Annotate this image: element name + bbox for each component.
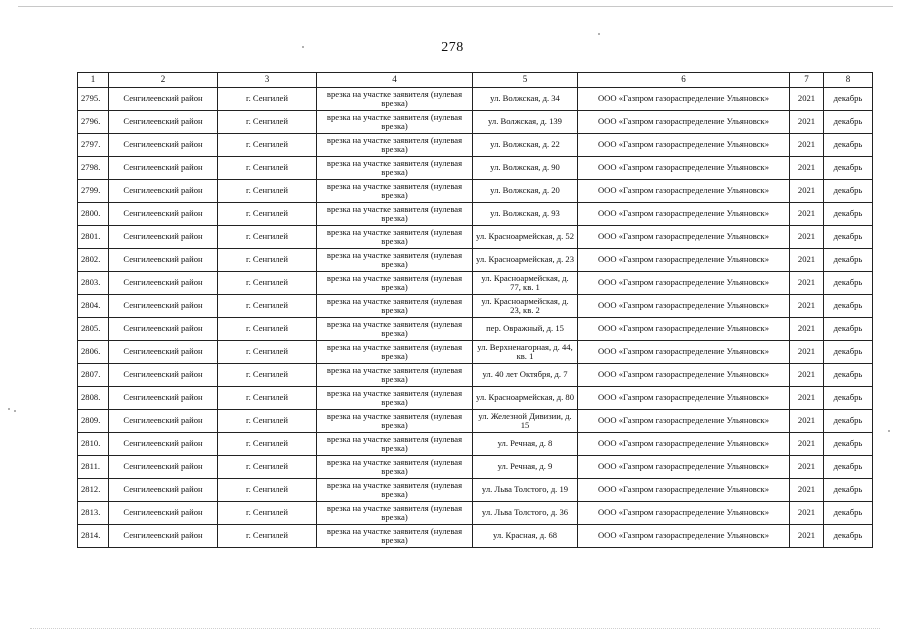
address-cell: ул. Красноармейская, д. 77, кв. 1 [473,272,578,295]
town-cell: г. Сенгилей [218,88,317,111]
year-cell: 2021 [790,249,824,272]
district-cell: Сенгилеевский район [109,226,218,249]
organization-cell: ООО «Газпром газораспределение Ульяновск» [578,318,790,341]
town-cell: г. Сенгилей [218,456,317,479]
organization-cell: ООО «Газпром газораспределение Ульяновск» [578,180,790,203]
year-cell: 2021 [790,180,824,203]
scan-bottom-edge [30,628,880,629]
month-cell: декабрь [824,111,873,134]
address-cell: ул. Волжская, д. 20 [473,180,578,203]
work-type-cell: врезка на участке заявителя (нулевая врезка) [317,157,473,180]
town-cell: г. Сенгилей [218,479,317,502]
work-type-cell: врезка на участке заявителя (нулевая врезка) [317,525,473,548]
column-header: 4 [317,73,473,88]
address-cell: ул. Красноармейская, д. 23, кв. 2 [473,295,578,318]
table-row [78,525,873,548]
work-type-cell: врезка на участке заявителя (нулевая врезка) [317,88,473,111]
month-cell: декабрь [824,341,873,364]
town-cell: г. Сенгилей [218,272,317,295]
address-cell: ул. Волжская, д. 34 [473,88,578,111]
header-row [78,73,873,88]
district-cell: Сенгилеевский район [109,410,218,433]
table-row [78,479,873,502]
table-row [78,502,873,525]
month-cell: декабрь [824,88,873,111]
table-row [78,111,873,134]
town-cell: г. Сенгилей [218,387,317,410]
column-header: 6 [578,73,790,88]
organization-cell: ООО «Газпром газораспределение Ульяновск» [578,479,790,502]
organization-cell: ООО «Газпром газораспределение Ульяновск» [578,226,790,249]
district-cell: Сенгилеевский район [109,203,218,226]
year-cell: 2021 [790,502,824,525]
town-cell: г. Сенгилей [218,157,317,180]
organization-cell: ООО «Газпром газораспределение Ульяновск» [578,410,790,433]
table-row [78,249,873,272]
row-number: 2811. [78,456,109,479]
town-cell: г. Сенгилей [218,410,317,433]
table-row [78,157,873,180]
organization-cell: ООО «Газпром газораспределение Ульяновск» [578,272,790,295]
town-cell: г. Сенгилей [218,203,317,226]
organization-cell: ООО «Газпром газораспределение Ульяновск» [578,456,790,479]
table-body [78,73,873,548]
organization-cell: ООО «Газпром газораспределение Ульяновск» [578,88,790,111]
district-cell: Сенгилеевский район [109,433,218,456]
work-type-cell: врезка на участке заявителя (нулевая врезка) [317,295,473,318]
address-cell: пер. Овражный, д. 15 [473,318,578,341]
district-cell: Сенгилеевский район [109,318,218,341]
town-cell: г. Сенгилей [218,502,317,525]
address-cell: ул. Волжская, д. 93 [473,203,578,226]
row-number: 2798. [78,157,109,180]
address-cell: ул. Волжская, д. 90 [473,157,578,180]
row-number: 2795. [78,88,109,111]
district-cell: Сенгилеевский район [109,157,218,180]
work-type-cell: врезка на участке заявителя (нулевая врезка) [317,456,473,479]
year-cell: 2021 [790,364,824,387]
address-cell: ул. Верхненагорная, д. 44, кв. 1 [473,341,578,364]
row-number: 2808. [78,387,109,410]
work-type-cell: врезка на участке заявителя (нулевая врезка) [317,111,473,134]
organization-cell: ООО «Газпром газораспределение Ульяновск» [578,249,790,272]
organization-cell: ООО «Газпром газораспределение Ульяновск» [578,341,790,364]
table-row [78,295,873,318]
address-cell: ул. Волжская, д. 139 [473,111,578,134]
table-row [78,456,873,479]
row-number: 2797. [78,134,109,157]
scan-speck [888,430,890,432]
town-cell: г. Сенгилей [218,341,317,364]
month-cell: декабрь [824,157,873,180]
work-type-cell: врезка на участке заявителя (нулевая врезка) [317,502,473,525]
month-cell: декабрь [824,456,873,479]
district-cell: Сенгилеевский район [109,249,218,272]
table-row [78,433,873,456]
work-type-cell: врезка на участке заявителя (нулевая врезка) [317,410,473,433]
organization-cell: ООО «Газпром газораспределение Ульяновск» [578,111,790,134]
month-cell: декабрь [824,502,873,525]
organization-cell: ООО «Газпром газораспределение Ульяновск» [578,387,790,410]
column-header: 3 [218,73,317,88]
row-number: 2806. [78,341,109,364]
organization-cell: ООО «Газпром газораспределение Ульяновск» [578,157,790,180]
month-cell: декабрь [824,525,873,548]
organization-cell: ООО «Газпром газораспределение Ульяновск» [578,433,790,456]
work-type-cell: врезка на участке заявителя (нулевая врезка) [317,226,473,249]
table-row [78,410,873,433]
month-cell: декабрь [824,134,873,157]
town-cell: г. Сенгилей [218,111,317,134]
column-header: 2 [109,73,218,88]
year-cell: 2021 [790,295,824,318]
year-cell: 2021 [790,387,824,410]
table-row [78,341,873,364]
table-row [78,272,873,295]
table-row [78,134,873,157]
year-cell: 2021 [790,318,824,341]
scan-speck [598,33,600,35]
district-cell: Сенгилеевский район [109,456,218,479]
address-cell: ул. Речная, д. 8 [473,433,578,456]
address-cell: ул. Красноармейская, д. 23 [473,249,578,272]
row-number: 2799. [78,180,109,203]
row-number: 2804. [78,295,109,318]
district-cell: Сенгилеевский район [109,295,218,318]
town-cell: г. Сенгилей [218,226,317,249]
work-type-cell: врезка на участке заявителя (нулевая врезка) [317,479,473,502]
column-header: 7 [790,73,824,88]
address-cell: ул. Льва Толстого, д. 36 [473,502,578,525]
register-table [77,72,873,548]
month-cell: декабрь [824,272,873,295]
district-cell: Сенгилеевский район [109,341,218,364]
town-cell: г. Сенгилей [218,295,317,318]
year-cell: 2021 [790,157,824,180]
row-number: 2813. [78,502,109,525]
work-type-cell: врезка на участке заявителя (нулевая врезка) [317,387,473,410]
year-cell: 2021 [790,111,824,134]
district-cell: Сенгилеевский район [109,479,218,502]
row-number: 2810. [78,433,109,456]
district-cell: Сенгилеевский район [109,387,218,410]
district-cell: Сенгилеевский район [109,180,218,203]
work-type-cell: врезка на участке заявителя (нулевая врезка) [317,203,473,226]
year-cell: 2021 [790,341,824,364]
year-cell: 2021 [790,134,824,157]
organization-cell: ООО «Газпром газораспределение Ульяновск» [578,203,790,226]
town-cell: г. Сенгилей [218,433,317,456]
organization-cell: ООО «Газпром газораспределение Ульяновск» [578,134,790,157]
address-cell: ул. Красная, д. 68 [473,525,578,548]
row-number: 2802. [78,249,109,272]
year-cell: 2021 [790,410,824,433]
scan-speck [14,410,16,412]
district-cell: Сенгилеевский район [109,525,218,548]
work-type-cell: врезка на участке заявителя (нулевая врезка) [317,134,473,157]
row-number: 2800. [78,203,109,226]
town-cell: г. Сенгилей [218,180,317,203]
town-cell: г. Сенгилей [218,318,317,341]
town-cell: г. Сенгилей [218,134,317,157]
organization-cell: ООО «Газпром газораспределение Ульяновск» [578,502,790,525]
table-row [78,226,873,249]
month-cell: декабрь [824,479,873,502]
address-cell: ул. Волжская, д. 22 [473,134,578,157]
address-cell: ул. Железной Дивизии, д. 15 [473,410,578,433]
month-cell: декабрь [824,203,873,226]
row-number: 2809. [78,410,109,433]
work-type-cell: врезка на участке заявителя (нулевая врезка) [317,272,473,295]
scan-top-edge [18,6,893,7]
month-cell: декабрь [824,387,873,410]
district-cell: Сенгилеевский район [109,88,218,111]
table-row [78,180,873,203]
year-cell: 2021 [790,479,824,502]
work-type-cell: врезка на участке заявителя (нулевая врезка) [317,318,473,341]
organization-cell: ООО «Газпром газораспределение Ульяновск» [578,295,790,318]
table-row [78,387,873,410]
district-cell: Сенгилеевский район [109,272,218,295]
month-cell: декабрь [824,410,873,433]
year-cell: 2021 [790,88,824,111]
work-type-cell: врезка на участке заявителя (нулевая врезка) [317,341,473,364]
month-cell: декабрь [824,364,873,387]
year-cell: 2021 [790,433,824,456]
table-row [78,364,873,387]
column-header: 8 [824,73,873,88]
row-number: 2801. [78,226,109,249]
month-cell: декабрь [824,433,873,456]
year-cell: 2021 [790,203,824,226]
row-number: 2807. [78,364,109,387]
address-cell: ул. Красноармейская, д. 80 [473,387,578,410]
work-type-cell: врезка на участке заявителя (нулевая врезка) [317,364,473,387]
district-cell: Сенгилеевский район [109,134,218,157]
row-number: 2796. [78,111,109,134]
town-cell: г. Сенгилей [218,249,317,272]
table-row [78,203,873,226]
year-cell: 2021 [790,272,824,295]
work-type-cell: врезка на участке заявителя (нулевая врезка) [317,433,473,456]
month-cell: декабрь [824,249,873,272]
work-type-cell: врезка на участке заявителя (нулевая врезка) [317,249,473,272]
address-cell: ул. Речная, д. 9 [473,456,578,479]
address-cell: ул. Красноармейская, д. 52 [473,226,578,249]
month-cell: декабрь [824,295,873,318]
row-number: 2805. [78,318,109,341]
table-row [78,318,873,341]
table-row [78,88,873,111]
month-cell: декабрь [824,226,873,249]
month-cell: декабрь [824,180,873,203]
row-number: 2812. [78,479,109,502]
district-cell: Сенгилеевский район [109,111,218,134]
month-cell: декабрь [824,318,873,341]
address-cell: ул. Льва Толстого, д. 19 [473,479,578,502]
district-cell: Сенгилеевский район [109,502,218,525]
column-header: 1 [78,73,109,88]
town-cell: г. Сенгилей [218,525,317,548]
town-cell: г. Сенгилей [218,364,317,387]
scan-speck [8,408,10,410]
organization-cell: ООО «Газпром газораспределение Ульяновск» [578,364,790,387]
year-cell: 2021 [790,525,824,548]
scan-speck [302,46,304,48]
row-number: 2814. [78,525,109,548]
page-number: 278 [441,40,464,55]
year-cell: 2021 [790,226,824,249]
organization-cell: ООО «Газпром газораспределение Ульяновск» [578,525,790,548]
work-type-cell: врезка на участке заявителя (нулевая врезка) [317,180,473,203]
district-cell: Сенгилеевский район [109,364,218,387]
row-number: 2803. [78,272,109,295]
year-cell: 2021 [790,456,824,479]
address-cell: ул. 40 лет Октября, д. 7 [473,364,578,387]
column-header: 5 [473,73,578,88]
